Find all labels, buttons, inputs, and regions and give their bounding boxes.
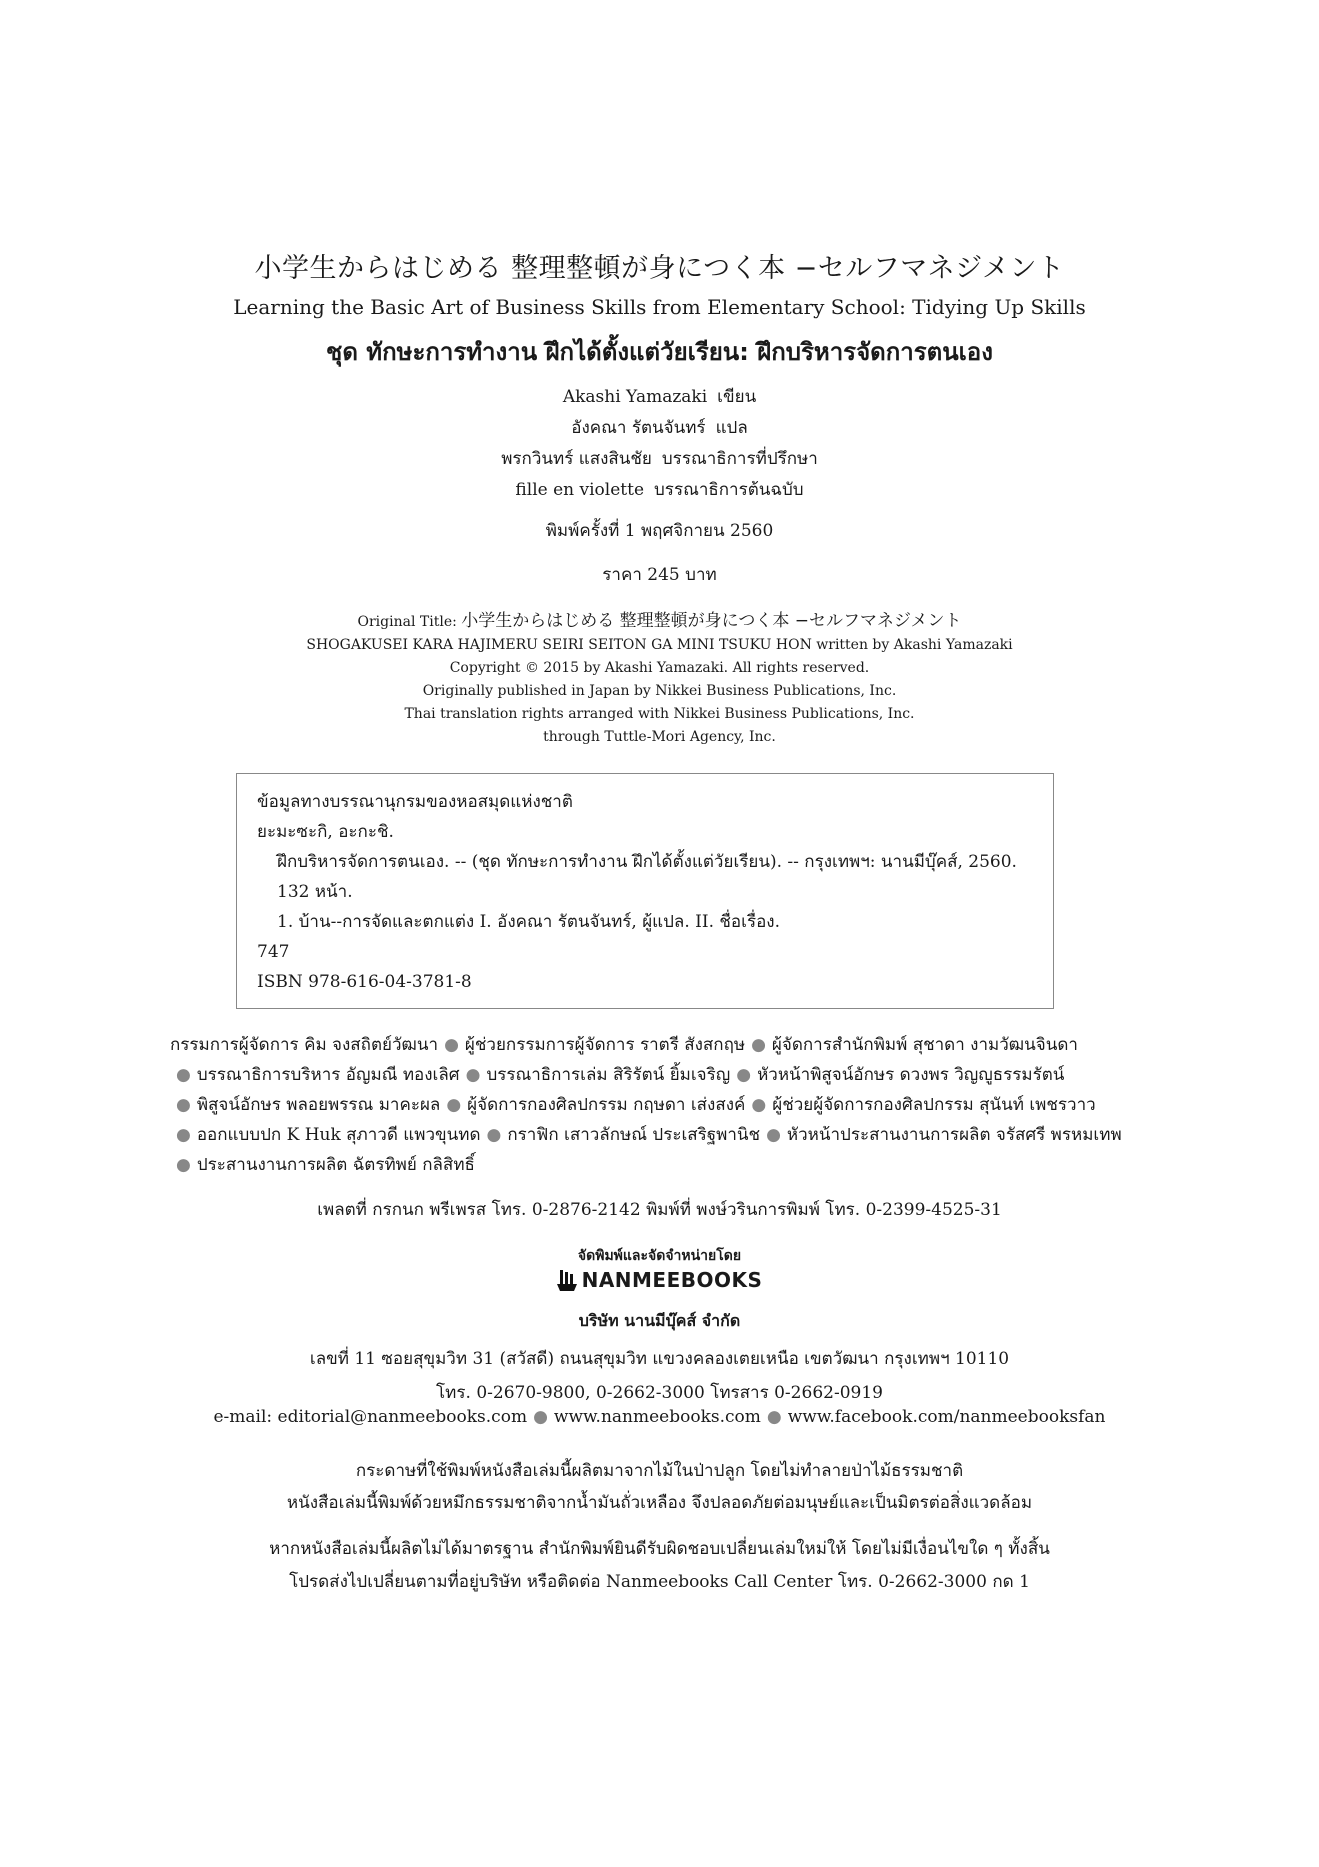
staff-item: ผู้จัดการสำนักพิมพ์ สุชาดา งามวัฒนจินดา [771,1035,1078,1055]
facebook-link[interactable]: www.facebook.com/nanmeebooksfan [787,1407,1106,1427]
company-address: เลขที่ 11 ซอยสุขุมวิท 31 (สวัสดี) ถนนสุขุมวิท แขวงคลองเตยเหนือ เขตวัฒนา กรุงเทพฯ 10110 [309,1349,1010,1369]
ship-icon [557,1268,577,1292]
staff-item: ประสานงานการผลิต ฉัตรทิพย์ กลิสิทธิ์ [196,1155,475,1175]
staff-item: ผู้ช่วยผู้จัดการกองศิลปกรรม สุนันท์ เพชรวาว [772,1095,1096,1115]
bullet-icon: ● [751,1035,766,1055]
original-title-line [0,610,1319,634]
staff-item: กราฟิก เสาวลักษณ์ ประเสริฐพานิช [507,1125,761,1145]
website-link[interactable]: www.nanmeebooks.com [553,1407,761,1427]
bullet-icon: ● [766,1125,781,1145]
staff-item: บรรณาธิการบริหาร อัญมณี ทองเลิศ [196,1065,460,1085]
original-line: Thai translation rights arranged with Nikkei Business Publications, Inc. [404,706,915,722]
credit-name: Akashi Yamazaki [562,387,708,407]
catalog-entry: ฝึกบริหารจัดการตนเอง. -- (ชุด ทักษะการทำงาน ฝึกได้ตั้งแต่วัยเรียน). -- กรุงเทพฯ: นานมีบุ๊คส์, 2560. [277,852,1017,872]
bullet-icon: ● [176,1125,191,1145]
catalog-subjects: 1. บ้าน--การจัดและตกแต่ง I. อังคณา รัตนจันทร์, ผู้แปล. II. ชื่อเรื่อง. [277,912,781,932]
logo-text: NANMEEBOOKS [581,1268,763,1292]
original-title-block [0,610,1319,749]
bullet-icon: ● [444,1035,459,1055]
credit-line [0,382,1319,413]
bullet-icon: ● [446,1095,462,1115]
credits-list [0,382,1319,506]
credit-role: บรรณาธิการต้นฉบับ [654,480,804,500]
japanese-title: 小学生からはじめる 整理整頓が身につく本 −セルフマネジメント [254,253,1065,284]
bullet-icon: ● [766,1407,782,1427]
staff-item: บรรณาธิการเล่ม สิริรัตน์ ยิ้มเจริญ [486,1065,731,1085]
credit-name: พรกวินทร์ แสงสินชัย [501,449,652,469]
cataloging-box [236,773,1054,1009]
original-line: Copyright © 2015 by Akashi Yamazaki. All rights reserved. [449,660,870,676]
edition-info: พิมพ์ครั้งที่ 1 พฤศจิกายน 2560 [545,521,774,541]
bullet-icon: ● [465,1065,481,1085]
publisher-logo-row [0,1268,1319,1304]
staff-item: ออกแบบปก K Huk สุภาวดี แพวขุนทด [196,1125,481,1145]
paper-note-line: หนังสือเล่มนี้พิมพ์ด้วยหมึกธรรมชาติจากน้ำมันถั่วเหลือง จึงปลอดภัยต่อมนุษย์และเป็นมิตรต่อสิ่งแวดล้อม [286,1493,1033,1513]
publisher-label: จัดพิมพ์และจัดจำหน่ายโดย [577,1248,742,1264]
thai-title: ชุด ทักษะการทำงาน ฝึกได้ตั้งแต่วัยเรียน: ฝึกบริหารจัดการตนเอง [326,338,993,366]
english-title: Learning the Basic Art of Business Skills from Elementary School: Tidying Up Skills [233,295,1086,319]
staff-item: ผู้ช่วยกรรมการผู้จัดการ ราตรี สังสกฤษ [464,1035,746,1055]
email-link[interactable]: e-mail: editorial@nanmeebooks.com [213,1407,528,1427]
staff-item: พิสูจน์อักษร พลอยพรรณ มาคะผล [196,1095,441,1115]
guarantee-note [0,1533,1319,1599]
guarantee-line: โปรดส่งไปเปลี่ยนตามที่อยู่บริษัท หรือติดต่อ Nanmeebooks Call Center โทร. 0-2662-3000 กด 1 [289,1572,1030,1592]
paper-note [0,1455,1319,1519]
bullet-icon: ● [176,1155,191,1175]
price: ราคา 245 บาท [602,565,717,585]
original-line: SHOGAKUSEI KARA HAJIMERU SEIRI SEITON GA MINI TSUKU HON written by Akashi Yamazaki [306,637,1013,653]
credit-name: อังคณา รัตนจันทร์ [571,418,706,438]
catalog-isbn: ISBN 978-616-04-3781-8 [257,972,472,992]
bullet-icon: ● [486,1125,502,1145]
bullet-icon: ● [176,1095,191,1115]
original-title-jp: 小学生からはじめる 整理整頓が身につく本 −セルフマネジメント [461,611,962,631]
guarantee-line: หากหนังสือเล่มนี้ผลิตไม่ได้มาตรฐาน สำนักพิมพ์ยินดีรับผิดชอบเปลี่ยนเล่มใหม่ให้ โดยไม่มีเงื่อนไขใด ๆ ทั้งสิ้น [269,1539,1050,1559]
paper-note-line: กระดาษที่ใช้พิมพ์หนังสือเล่มนี้ผลิตมาจากไม้ในป่าปลูก โดยไม่ทำลายป่าไม้ธรรมชาติ [355,1461,964,1481]
original-line: Originally published in Japan by Nikkei Business Publications, Inc. [422,683,897,699]
catalog-heading: ข้อมูลทางบรรณานุกรมของหอสมุดแห่งชาติ [257,792,573,812]
bullet-icon: ● [176,1065,191,1085]
contact-line [0,1407,1319,1427]
original-line: through Tuttle-Mori Agency, Inc. [543,729,776,745]
credit-name: fille en violette [515,480,645,500]
bullet-icon: ● [751,1095,767,1115]
credit-role: แปล [715,418,748,438]
staff-item: ผู้จัดการกองศิลปกรรม กฤษดา เส่งสงค์ [467,1095,746,1115]
credit-role: บรรณาธิการที่ปรึกษา [661,449,818,469]
catalog-author: ยะมะซะกิ, อะกะชิ. [257,822,394,842]
staff-list [170,1030,1130,1180]
bullet-icon: ● [533,1407,548,1427]
nanmeebooks-logo [557,1268,763,1292]
company-name: บริษัท นานมีบุ๊คส์ จำกัด [578,1311,741,1330]
bullet-icon: ● [736,1065,752,1085]
catalog-pages: 132 หน้า. [277,882,353,902]
credit-line [0,475,1319,506]
company-phone: โทร. 0-2670-9800, 0-2662-3000 โทรสาร 0-2662-0919 [436,1383,883,1403]
plate-printer-info: เพลตที่ กรกนก พรีเพรส โทร. 0-2876-2142 พิมพ์ที่ พงษ์วรินการพิมพ์ โทร. 0-2399-4525-31 [317,1200,1002,1220]
original-title-label: Original Title: [357,614,457,630]
staff-item: หัวหน้าประสานงานการผลิต จรัสศรี พรหมเทพ [786,1125,1122,1145]
credit-line [0,444,1319,475]
catalog-classification: 747 [257,942,290,962]
credit-line [0,413,1319,444]
company-address-block [0,1342,1319,1410]
credit-role: เขียน [717,387,757,407]
staff-item: กรรมการผู้จัดการ คิม จงสถิตย์วัฒนา [170,1035,439,1055]
staff-item: หัวหน้าพิสูจน์อักษร ดวงพร วิญญูธรรมรัตน์ [757,1065,1065,1085]
